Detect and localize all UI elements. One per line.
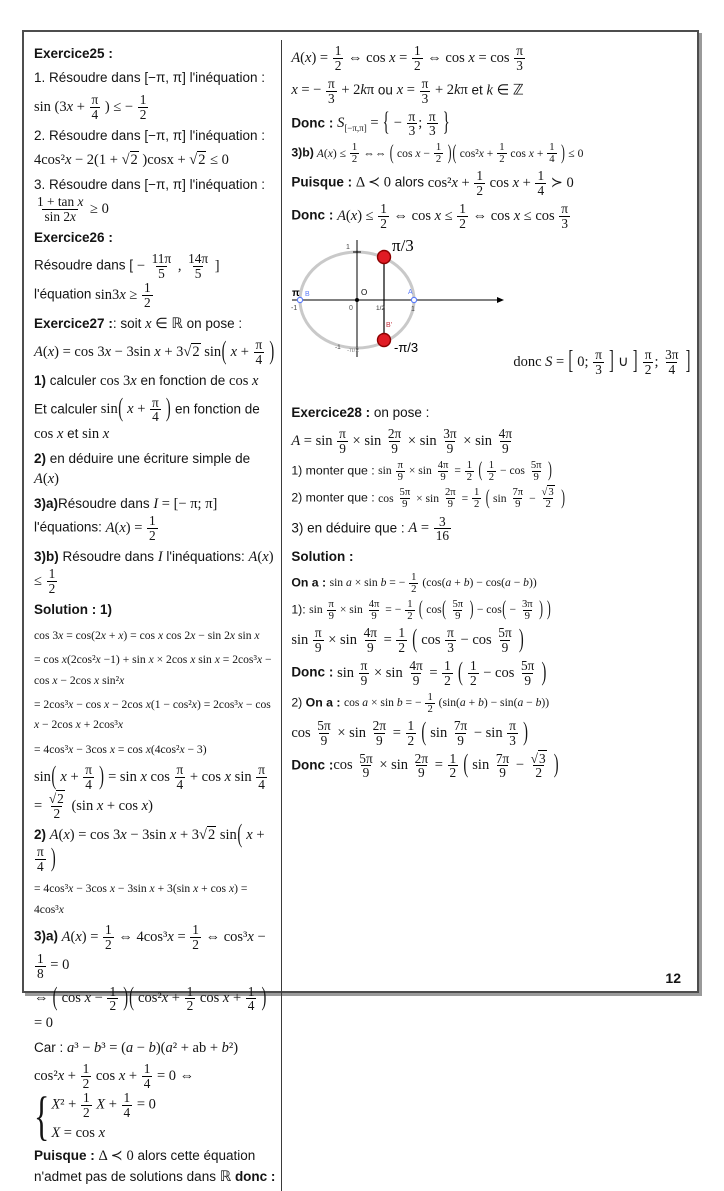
text-run: A(x) ≤ $\frac{1}{2}$ xyxy=(34,548,274,597)
text-run: = cos x(2cos²x −1) + sin x × 2cos x sin x = 2cos³x − cos x − 2cos x sin²x xyxy=(34,653,272,687)
doc-line xyxy=(34,649,276,690)
text-run: sin( x + $\frac{\pi}{4}$ ) xyxy=(100,393,171,425)
label-point-A: A xyxy=(408,288,413,296)
doc-line xyxy=(291,487,691,510)
doc-line xyxy=(291,77,691,106)
text-run: A = sin $\frac{\pi}{9}$ × sin $\frac{2\pi}{9}$ × sin $\frac{3\pi}{9}$ × sin $\frac{4\pi}{9}$ xyxy=(291,426,513,457)
text-run: I = [− π; π] xyxy=(153,495,218,512)
text-run: cos²x + $\frac{1}{2}$ cos x + $\frac{1}{4}$ = 0 ⇔ { X² + $\frac{1}{2}$ X + $\frac{1}{4}$ = 0 X = cos x xyxy=(34,1061,195,1146)
text-run: A(x) = cos 3x − 3sin x + 3√2 sin( x + $\frac{\pi}{4}$ ) xyxy=(34,336,275,368)
text-run: cos a × sin b = − $\frac{1}{2}$ (sin(a + b) − sin(a − b)) xyxy=(343,690,550,715)
text-run: Car : xyxy=(34,1039,68,1055)
text-run: 2) xyxy=(34,826,47,842)
text-run: calculer xyxy=(46,373,101,389)
text-run: = 4cos³x − 3cos x = cos x(4cos²x − 3) xyxy=(34,742,207,756)
doc-line xyxy=(291,515,691,544)
text-run: x = $\frac{\pi}{3}$ + 2kπ xyxy=(396,75,468,106)
two-column-layout xyxy=(34,40,691,1191)
solution-set-line xyxy=(513,348,691,377)
doc-line xyxy=(34,1061,276,1146)
text-run: Exercice27 : xyxy=(34,315,113,331)
text-run: sin (3x + $\frac{\pi}{4}$ ) ≤ − $\frac{1}{2}$ xyxy=(34,91,147,122)
text-run: A = $\frac{3}{16}$ xyxy=(408,513,450,544)
left-column xyxy=(34,40,281,1191)
text-run: sin a × sin b = − $\frac{1}{2}$ (cos(a + b) − cos(a − b)) xyxy=(329,570,537,595)
doc-line xyxy=(34,1146,276,1187)
text-run: 3)b) xyxy=(291,145,314,160)
text-run: 1. Résoudre dans [−π, π] l'inéquation : xyxy=(34,70,265,86)
text-run: ou xyxy=(374,82,397,98)
doc-line xyxy=(34,338,276,367)
text-run: cos $\frac{5\pi}{9}$ × sin $\frac{2\pi}{9}$ = $\frac{1}{2}$ ( sin $\frac{7\pi}{9}$ − $\frac{√3}{2}$ ) xyxy=(378,485,565,511)
text-run: On a : xyxy=(291,575,330,589)
x-axis-arrow-icon xyxy=(497,297,504,303)
text-run: 2. Résoudre dans [−π, π] l'inéquation : xyxy=(34,127,265,143)
doc-line xyxy=(291,547,691,567)
doc-line xyxy=(34,878,276,919)
text-run: 2) xyxy=(34,450,47,466)
doc-line xyxy=(291,626,691,655)
doc-line xyxy=(34,763,276,821)
doc-line xyxy=(34,228,276,248)
doc-line xyxy=(291,596,691,623)
doc-line xyxy=(34,625,276,645)
text-run: sin $\frac{\pi}{9}$ × sin $\frac{4\pi}{9}$ = $\frac{1}{2}$ ( $\frac{1}{2}$ − cos $\frac{5\pi}{9}$ ) xyxy=(337,657,547,688)
text-run: on pose : xyxy=(182,315,243,331)
text-run: et xyxy=(63,426,83,442)
text-run: Et calculer xyxy=(34,401,101,417)
text-run: Exercice26 : xyxy=(34,229,113,245)
point-minus-pi-over-3 xyxy=(378,333,391,346)
label-minus-pi-over-2: -π/2 xyxy=(347,346,360,354)
text-run: donc S = [ 0; $\frac{\pi}{3}$ ] ∪ ] $\frac{\pi}{2}$ ; $\frac{3\pi}{4}$ ] xyxy=(513,346,691,378)
text-run: x ∈ ℝ xyxy=(145,315,183,332)
text-run: et xyxy=(467,82,487,98)
text-run: k ∈ ℤ xyxy=(486,82,524,99)
right-column xyxy=(281,40,691,1191)
text-run: en fonction de xyxy=(136,373,230,389)
text-run: 1) xyxy=(34,373,47,389)
text-run: cos²x + $\frac{1}{2}$ cos x + $\frac{1}{4}$ ≻ 0 xyxy=(427,168,574,199)
label-tick-left: -1 xyxy=(291,304,298,312)
doc-line xyxy=(34,600,276,620)
text-run: 3)a) xyxy=(34,928,59,944)
text-run: Puisque : xyxy=(34,1148,99,1164)
text-run: Donc : xyxy=(291,207,338,223)
text-run: Exercice25 : xyxy=(34,46,113,61)
text-run: 3) en déduire que : xyxy=(291,520,409,536)
text-run: alors cette équation n'admet pas de solutions dans xyxy=(34,1148,256,1184)
doc-line xyxy=(34,393,276,445)
doc-line xyxy=(34,126,276,146)
diagram-row xyxy=(291,235,691,399)
label-point-B: B xyxy=(305,290,310,298)
text-run: Δ ≺ 0 xyxy=(98,1148,134,1165)
text-run: : soit xyxy=(112,315,146,331)
text-run: sin x xyxy=(82,426,110,443)
doc-line xyxy=(34,739,276,759)
text-run: Donc : xyxy=(291,757,334,773)
doc-line xyxy=(34,923,276,981)
text-run: en déduire une écriture simple de xyxy=(46,450,251,466)
page-number: 12 xyxy=(665,970,681,986)
text-run: x = − $\frac{\pi}{3}$ + 2kπ xyxy=(291,75,375,106)
text-run: Résoudre dans [ xyxy=(34,258,137,274)
doc-line xyxy=(34,494,276,543)
text-run: 3. Résoudre dans [−π, π] l'inéquation : xyxy=(34,176,265,192)
text-run: cos $\frac{5\pi}{9}$ × sin $\frac{2\pi}{9}$ = $\frac{1}{2}$ ( sin $\frac{7\pi}{9}$ − sin $\frac{\pi}{3}$ ) xyxy=(291,717,528,748)
text-run: 2) xyxy=(291,694,306,709)
doc-line xyxy=(291,403,691,423)
text-run: alors xyxy=(391,175,428,191)
page xyxy=(22,30,699,1185)
doc-line xyxy=(291,457,691,484)
text-run: A(x) ≤ $\frac{1}{2}$ ⇔⇔ ( cos x − $\frac{1}{2}$ )( cos²x + $\frac{1}{2}$ cos x + $\frac{1}{4}$ ) ≤ 0 xyxy=(316,139,584,166)
doc-line xyxy=(34,252,276,310)
label-one-half: 1/2 xyxy=(376,304,386,312)
doc-line xyxy=(34,819,276,875)
doc-line xyxy=(34,68,276,88)
doc-line xyxy=(34,44,276,64)
text-run: l'inéquations: xyxy=(162,548,249,564)
text-run: Exercice28 : xyxy=(291,404,371,420)
text-run: cos 3x = cos(2x + x) = cos x cos 2x − sin 2x sin x xyxy=(34,628,260,642)
label-zero: 0 xyxy=(349,304,354,312)
text-run: Puisque : xyxy=(291,175,356,191)
text-run: ⇔ ( cos x − $\frac{1}{2}$ )( cos²x + $\frac{1}{2}$ cos x + $\frac{1}{4}$ ) = 0 xyxy=(34,982,267,1032)
text-run: A(x) = $\frac{1}{2}$ ⇔ cos x = $\frac{1}{2}$ ⇔ cos x = cos $\frac{\pi}{3}$ xyxy=(291,43,523,73)
doc-line xyxy=(34,93,276,122)
doc-line xyxy=(291,719,691,748)
text-run: $\frac{\text{1 + tan x}}{\sin 2x}$ ≥ 0 xyxy=(37,194,109,224)
label-B-prime: B' xyxy=(386,321,393,329)
doc-line xyxy=(291,139,691,166)
doc-line xyxy=(291,44,691,73)
doc-line xyxy=(34,371,276,391)
label-tick-bottom: -1 xyxy=(335,343,342,351)
text-run: Donc : xyxy=(291,664,338,680)
text-run: A(x) = $\frac{1}{2}$ xyxy=(105,513,156,543)
text-run: sin $\frac{\pi}{9}$ × sin $\frac{4\pi}{9}$ = $\frac{1}{2}$ ( $\frac{1}{2}$ − cos $\frac{5\pi}{9}$ ) xyxy=(378,457,552,484)
text-run: = 2cos³x − cos x − 2cos x(1 − cos²x) = 2cos³x − cos x − 2cos x + 2cos³x xyxy=(34,697,271,732)
doc-line xyxy=(291,202,691,231)
text-run: en fonction de xyxy=(171,401,260,417)
doc-line xyxy=(34,314,276,334)
doc-line xyxy=(291,749,691,781)
doc-line xyxy=(291,659,691,688)
text-run: − $\frac{11\pi}{5}$ , $\frac{14\pi}{5}$ ] xyxy=(136,251,220,282)
text-run: sin3x ≥ $\frac{1}{2}$ xyxy=(95,280,151,310)
label-pi: π xyxy=(292,287,300,299)
text-run: I xyxy=(157,548,163,565)
text-run: 3)b) xyxy=(34,548,59,564)
text-run: ℝ xyxy=(219,1168,232,1185)
text-run: l'équation xyxy=(34,286,96,302)
text-run: A(x) = cos 3x − 3sin x + 3√2 sin( x + $\frac{\pi}{4}$ ) xyxy=(37,819,265,875)
text-run: = 4cos³x − 3cos x − 3sin x + 3(sin x + cos x) = 4cos³x xyxy=(34,882,248,916)
doc-line xyxy=(291,692,691,715)
doc-line xyxy=(34,175,276,224)
label-minus-pi-over-3: -π/3 xyxy=(394,339,419,355)
doc-line xyxy=(291,427,691,456)
text-run: l'équations: xyxy=(34,519,106,535)
point-pi-over-3 xyxy=(378,250,391,263)
text-run: A(x) xyxy=(34,471,59,488)
label-origin: O xyxy=(361,287,368,297)
text-run: cos x xyxy=(229,373,259,390)
text-run: cos x xyxy=(34,426,64,443)
text-run: 1) monter que : xyxy=(291,463,379,478)
label-tick-right: 1 xyxy=(411,305,416,313)
text-run: Résoudre dans xyxy=(58,548,158,564)
text-run: 4cos²x − 2(1 + √2 )cosx + √2 ≤ 0 xyxy=(34,152,229,169)
text-run: A(x) = $\frac{1}{2}$ ⇔ 4cos³x = $\frac{1}{2}$ ⇔ cos³x − $\frac{1}{8}$ = 0 xyxy=(37,922,266,981)
text-run: 3)a) xyxy=(34,495,59,511)
doc-line xyxy=(291,169,691,198)
text-run: donc : xyxy=(231,1168,276,1184)
unit-circle-diagram xyxy=(291,235,513,399)
text-run: Résoudre dans xyxy=(58,495,154,511)
text-run: Solution : xyxy=(291,549,354,565)
text-run: Solution : 1) xyxy=(34,602,112,618)
label-pi-over-3: π/3 xyxy=(392,235,415,255)
text-run: 1): xyxy=(291,602,310,617)
text-run: Δ ≺ 0 xyxy=(355,175,392,192)
doc-line xyxy=(34,1038,276,1058)
doc-line xyxy=(34,694,276,735)
text-run: on pose : xyxy=(370,404,430,420)
doc-line xyxy=(34,449,276,490)
doc-line xyxy=(34,547,276,596)
text-run: A(x) ≤ $\frac{1}{2}$ ⇔ cos x ≤ $\frac{1}{2}$ ⇔ cos x ≤ cos $\frac{\pi}{3}$ xyxy=(337,201,569,232)
text-run: $S_{[-\pi,\pi]}$ = { − $\frac{\pi}{3}$ ; $\frac{\pi}{3}$ } xyxy=(337,107,450,139)
text-run: sin $\frac{\pi}{9}$ × sin $\frac{4\pi}{9}$ = − $\frac{1}{2}$ ( cos( $\frac{5\pi}{9}$ ) − cos( − $\frac{3\pi}{9}$ ) ) xyxy=(309,596,551,623)
text-run: Donc : xyxy=(291,115,338,131)
doc-line xyxy=(291,572,691,595)
text-run: sin $\frac{\pi}{9}$ × sin $\frac{4\pi}{9}$ = $\frac{1}{2}$ ( cos $\frac{\pi}{3}$ − cos $\frac{5\pi}{9}$ ) xyxy=(291,624,524,655)
text-run: a³ − b³ = (a − b)(a² + ab + b²) xyxy=(67,1039,239,1056)
text-run: On a : xyxy=(305,694,344,709)
text-run: 2) monter que : xyxy=(291,490,379,505)
origin-point xyxy=(355,298,359,302)
point-A xyxy=(412,297,417,302)
doc-line xyxy=(34,982,276,1034)
text-run: cos 3x xyxy=(100,373,137,390)
label-tick-top: 1 xyxy=(346,243,351,251)
doc-line xyxy=(34,150,276,170)
text-run: cos $\frac{5\pi}{9}$ × sin $\frac{2\pi}{9}$ = $\frac{1}{2}$ ( sin $\frac{7\pi}{9}$ − $\frac{√3}{2}$ ) xyxy=(333,749,559,781)
text-run: sin( x + $\frac{\pi}{4}$ ) = sin x cos $\frac{\pi}{4}$ + cos x sin $\frac{\pi}{4}$ = $\frac{√2}{2}$ (sin x + cos x) xyxy=(34,761,265,821)
doc-line xyxy=(291,107,691,139)
